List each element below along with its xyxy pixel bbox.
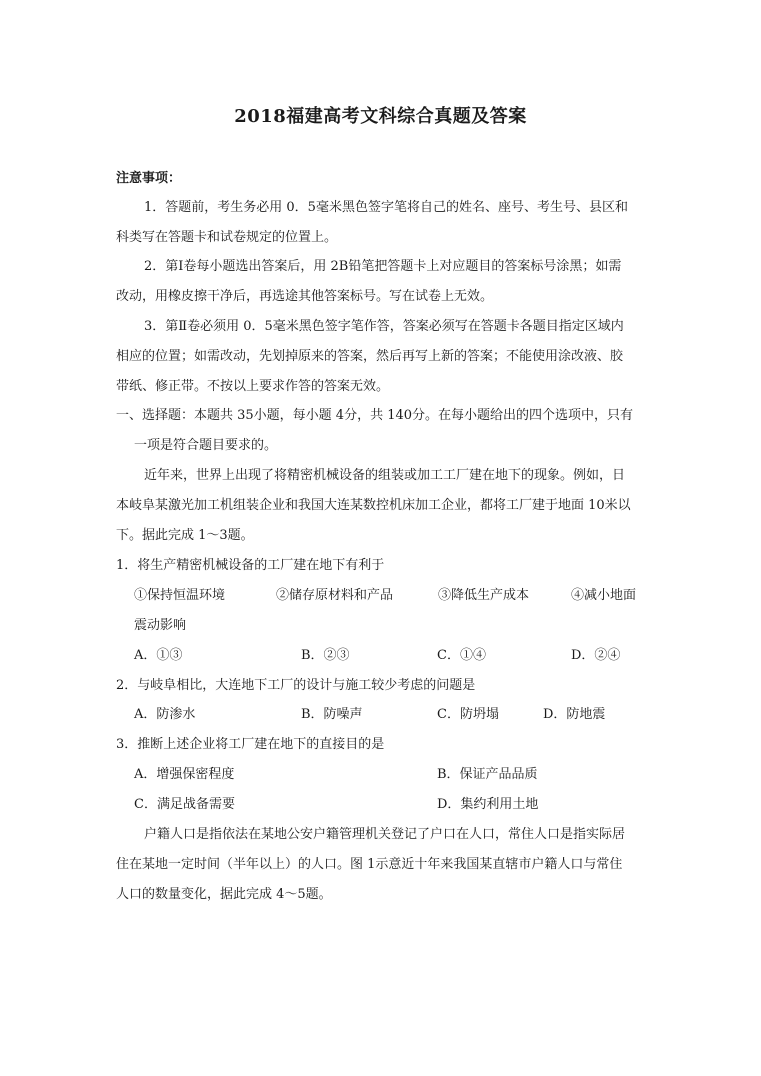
question-2-stem: 2．与岐阜相比，大连地下工厂的设计与施工较少考虑的问题是 [116,678,476,693]
q1-option-b: B．②③ [301,648,350,663]
q3-option-d: D．集约利用土地 [437,797,539,812]
passage-line: 本岐阜某激光加工机组装企业和我国大连某数控机床加工企业，都将工厂建于地面 10米以 [116,498,631,513]
q2-option-c: C．防坍塌 [437,707,499,722]
notice-line: 科类写在答题卡和试卷规定的位置上。 [116,230,338,245]
q2-option-a: A．防渗水 [134,707,196,722]
q1-item: ④减小地面 [571,588,637,603]
notice-line: 2．第Ⅰ卷每小题选出答案后，用 2B铅笔把答题卡上对应题目的答案标号涂黑；如需 [144,259,622,274]
notice-line: 3．第Ⅱ卷必须用 0．5毫米黑色签字笔作答，答案必须写在答题卡各题目指定区域内 [144,319,624,334]
question-1-stem: 1．将生产精密机械设备的工厂建在地下有利于 [116,558,385,573]
passage-line: 人口的数量变化，据此完成 4～5题。 [116,887,332,902]
q2-option-d: D．防地震 [543,707,606,722]
q1-option-a: A．①③ [134,648,183,663]
notice-line: 带纸、修正带。不按以上要求作答的答案无效。 [116,379,390,394]
q3-option-a: A．增强保密程度 [134,767,235,782]
passage-line: 住在某地一定时间（半年以上）的人口。图 1示意近十年来我国某直辖市户籍人口与常住 [116,857,623,872]
section-heading-cont: 一项是符合题目要求的。 [134,438,278,453]
passage-line: 下。据此完成 1～3题。 [116,528,254,543]
q1-item: ②储存原材料和产品 [276,588,394,603]
page-title: 2018福建高考文科综合真题及答案 [234,106,527,127]
q1-item: ①保持恒温环境 [134,588,226,603]
passage-line: 户籍人口是指依法在某地公安户籍管理机关登记了户口在人口，常住人口是指实际居 [144,827,626,842]
notice-line: 相应的位置；如需改动，先划掉原来的答案，然后再写上新的答案；不能使用涂改液、胶 [116,349,624,364]
q1-item: ③降低生产成本 [438,588,530,603]
q1-option-d: D．②④ [571,648,621,663]
notice-line: 1．答题前，考生务必用 0．5毫米黑色签字笔将自己的姓名、座号、考生号、县区和 [144,200,628,215]
q1-item-cont: 震动影响 [134,618,187,633]
q3-option-c: C．满足战备需要 [134,797,235,812]
notice-heading: 注意事项： [116,171,182,186]
q2-option-b: B．防噪声 [301,707,363,722]
notice-line: 改动，用橡皮擦干净后，再选途其他答案标号。写在试卷上无效。 [116,289,494,304]
passage-line: 近年来，世界上出现了将精密机械设备的组装或加工工厂建在地下的现象。例如，日 [144,468,626,483]
q1-option-c: C．①④ [437,648,486,663]
question-3-stem: 3．推断上述企业将工厂建在地下的直接目的是 [116,737,385,752]
q3-option-b: B．保证产品品质 [437,767,538,782]
section-heading: 一、选择题：本题共 35小题，每小题 4分，共 140分。在每小题给出的四个选项中，只有 [116,408,634,423]
